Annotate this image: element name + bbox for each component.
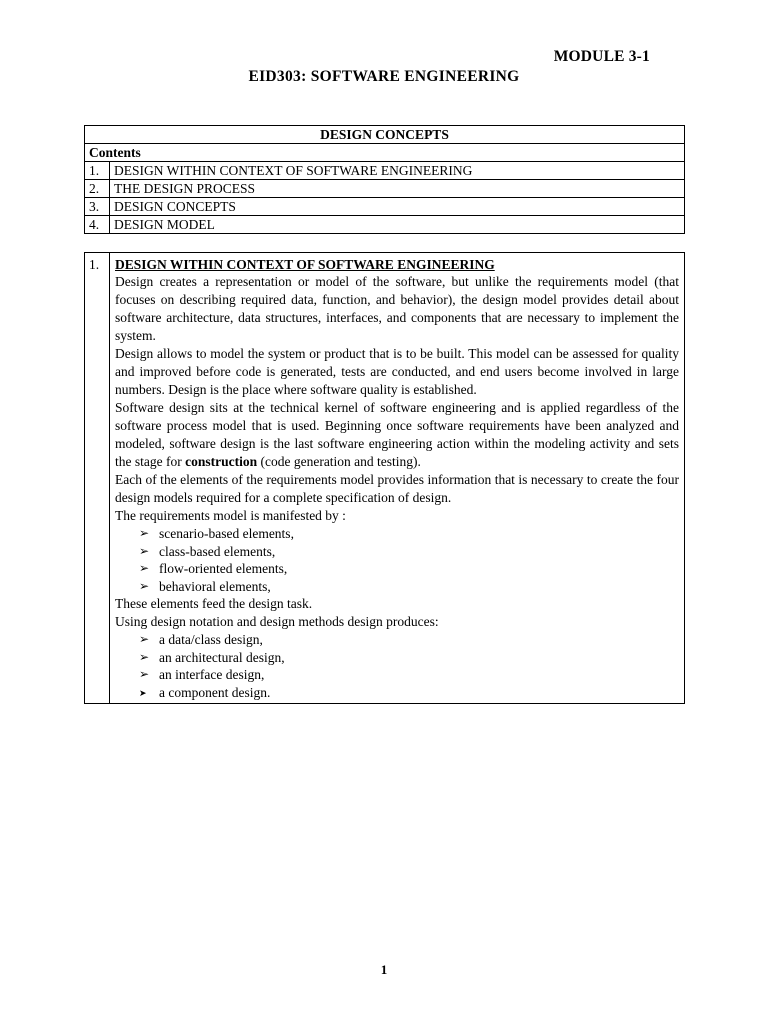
requirements-elements-list [115, 525, 679, 595]
table-row [85, 180, 685, 198]
contents-label: Contents [85, 144, 685, 162]
paragraph: These elements feed the design task. [115, 596, 313, 611]
arrow-bullet-icon: ➤ [139, 687, 147, 698]
list-item [139, 525, 679, 543]
paragraph: Each of the elements of the requirements model provides information that is necessary to create the four design models required for a complete specification of design. [115, 472, 679, 505]
toc-item-number: 4. [85, 216, 110, 234]
paragraph-text: Software design sits at the technical kernel of software engineering and is applied regardless of the software process model that is used. Beginning once software requirements have been analyzed and modeled, software design is the last software engineering action within the modeling activity and sets the stage for [115, 400, 679, 469]
table-row [85, 198, 685, 216]
design-outputs-list [115, 631, 679, 701]
paragraph [115, 399, 679, 471]
table-row [85, 216, 685, 234]
toc-item-number: 1. [85, 162, 110, 180]
list-item-text: an architectural design, [159, 649, 285, 665]
list-item [139, 578, 679, 596]
arrow-bullet-icon: ➢ [139, 649, 150, 664]
paragraph: Design creates a representation or model of the software, but unlike the requirements model (that focuses on describing required data, function, and behavior), the design model provides detail about software architecture, data structures, interfaces, and components that are necessary to implement the system. [115, 274, 679, 343]
toc-item-label: DESIGN MODEL [110, 216, 685, 234]
section-number: 1. [85, 253, 110, 704]
paragraph: Design allows to model the system or product that is to be built. This model can be assessed for quality and improved before code is generated, tests are conducted, and end users become involved in large numbers. Design is the place where software quality is established. [115, 346, 679, 397]
section-title: DESIGN WITHIN CONTEXT OF SOFTWARE ENGINEERING [115, 257, 495, 272]
arrow-bullet-icon: ➢ [139, 561, 150, 575]
toc-item-label: THE DESIGN PROCESS [110, 180, 685, 198]
arrow-bullet-icon: ➢ [139, 543, 150, 558]
contents-table-title: DESIGN CONCEPTS [85, 126, 685, 144]
list-item [139, 631, 679, 649]
contents-label-row [85, 144, 685, 162]
toc-item-label: DESIGN CONCEPTS [110, 198, 685, 216]
paragraph: Using design notation and design methods design produces: [115, 614, 439, 629]
list-item-text: behavioral elements, [159, 578, 271, 594]
list-item [139, 684, 679, 702]
list-item-text: class-based elements, [159, 543, 276, 559]
course-title: EID303: SOFTWARE ENGINEERING [248, 68, 520, 85]
list-item [139, 543, 679, 561]
arrow-bullet-icon: ➢ [139, 632, 150, 646]
list-item [139, 666, 679, 684]
list-item-text: a component design. [159, 684, 271, 700]
arrow-bullet-icon: ➢ [139, 667, 150, 681]
toc-item-label: DESIGN WITHIN CONTEXT OF SOFTWARE ENGINEERING [110, 162, 685, 180]
section-table [84, 252, 685, 704]
toc-item-number: 3. [85, 198, 110, 216]
arrow-bullet-icon: ➢ [139, 526, 150, 540]
list-item [139, 649, 679, 667]
page-number: 1 [380, 962, 388, 977]
list-item-text: flow-oriented elements, [159, 561, 288, 576]
module-label: MODULE 3-1 [553, 48, 650, 65]
contents-table [84, 125, 685, 234]
toc-item-number: 2. [85, 180, 110, 198]
list-item [139, 560, 679, 578]
section-body [110, 253, 685, 704]
paragraph-text: (code generation and testing). [257, 454, 421, 469]
section-row [85, 253, 685, 704]
bold-term: construction [185, 454, 258, 469]
contents-table-header-row [85, 126, 685, 144]
arrow-bullet-icon: ➢ [139, 578, 150, 593]
table-row [85, 162, 685, 180]
list-item-text: an interface design, [159, 667, 265, 682]
paragraph: The requirements model is manifested by : [115, 508, 346, 523]
list-item-text: a data/class design, [159, 632, 263, 647]
list-item-text: scenario-based elements, [159, 526, 294, 541]
